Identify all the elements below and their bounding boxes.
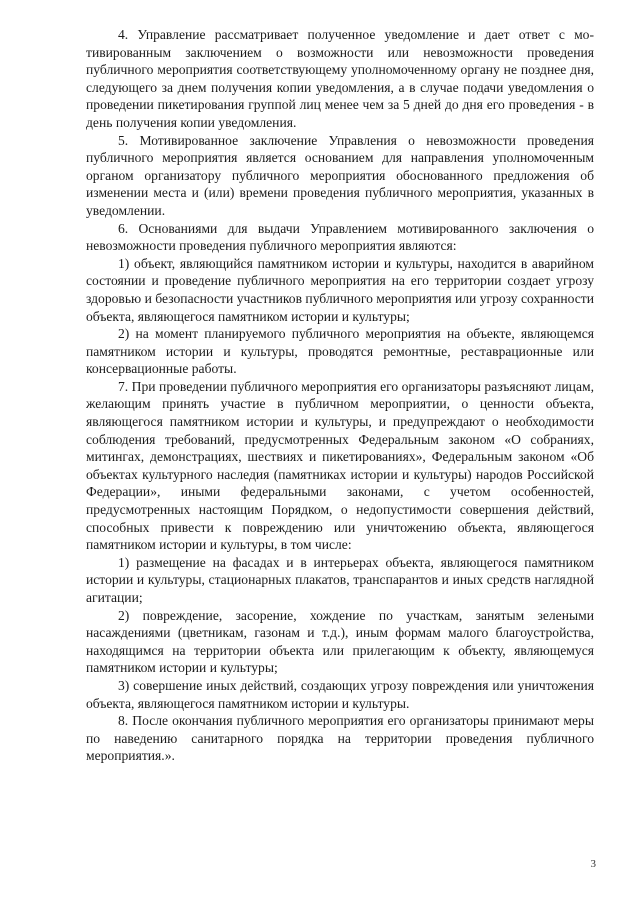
paragraph-6-item-1: 1) объект, являющийся памятником истории и культуры, находится в аварийном состоянии и проведение публичного мероприятия на его территории создает угрозу здоровью и безопасности участников публичного мероприятия или угрозу сохранности объекта, являющегося памятником истории и культуры; [86,255,595,324]
paragraph-6: 6. Основаниями для выдачи Управлением мотивированного заключения о невозможности проведения публичного мероприятия являются: [86,220,594,254]
page-number: 3 [590,858,596,870]
paragraph-7-item-3: 3) совершение иных действий, создающих угрозу повреждения или уничтожения объекта, являющегося памятником истории и культуры. [86,677,594,711]
paragraph-7-item-1: 1) размещение на фасадах и в интерьерах объекта, являющегося памятником истории и культуры, стационарных плакатов, транспарантов и иных средств наглядной агитации; [86,554,594,605]
paragraph-7: 7. При проведении публичного мероприятия его организаторы разъясняют лицам, желающим принять участие в публичном мероприятии, о ценности объекта, являющегося памятником истории и культуры, и предупреждают о необходимости соблюдения требований, предусмотренных Федеральным законом «О собраниях, митингах, демонстрациях, шествиях и пикетированиях», Федеральным законом «Об объектах культурного наследия (памятниках истории и культуры) народов Российской Федерации», иными федеральными законами, с учетом особенностей, предусмотренных настоящим Порядком, о недопустимости совершения действий, способных привести к повреждению или уничтожению объекта, являющегося памятником истории и культуры, в том числе: [86,378,594,553]
paragraph-8: 8. После окончания публичного мероприятия его организаторы принимают меры по наведению санитарного порядка на территории проведения публичного мероприятия.». [86,713,594,764]
paragraph-7-item-2: 2) повреждение, засорение, хождение по участкам, занятым зелеными насаждениями (цветникам, газонам и т.д.), иным формам малого благоустройства, находящимся на территории объекта или прилегающим к объекту, являющемуся памятником истории и культуры; [86,607,594,676]
paragraph-6-item-2: 2) на момент планируемого публичного мероприятия на объекте, являющемся памятником истории и культуры, проводятся ремонтные, реставрационные или консервационные работы. [86,326,594,377]
document-body [86,26,594,765]
paragraph-5: 5. Мотивированное заключение Управления о невозможности проведения публичного мероприятия является основанием для направления уполномоченным органом организатору публичного мероприятия обоснованного предложения об изменении места и (или) времени проведения публичного мероприятия, указанных в уведомлении. [86,132,594,218]
paragraph-4: 4. Управление рассматривает полученное уведомление и дает ответ с мотивированным заключением о возможности или невозможности проведения публичного мероприятия соответствующему уполномоченному органу не позднее дня, следующего за днем получения копии уведомления, а в случае подачи уведомления о проведении пикетирования группой лиц менее чем за 5 дней до дня его проведения - в день получения копии уведомления. [86,27,594,130]
